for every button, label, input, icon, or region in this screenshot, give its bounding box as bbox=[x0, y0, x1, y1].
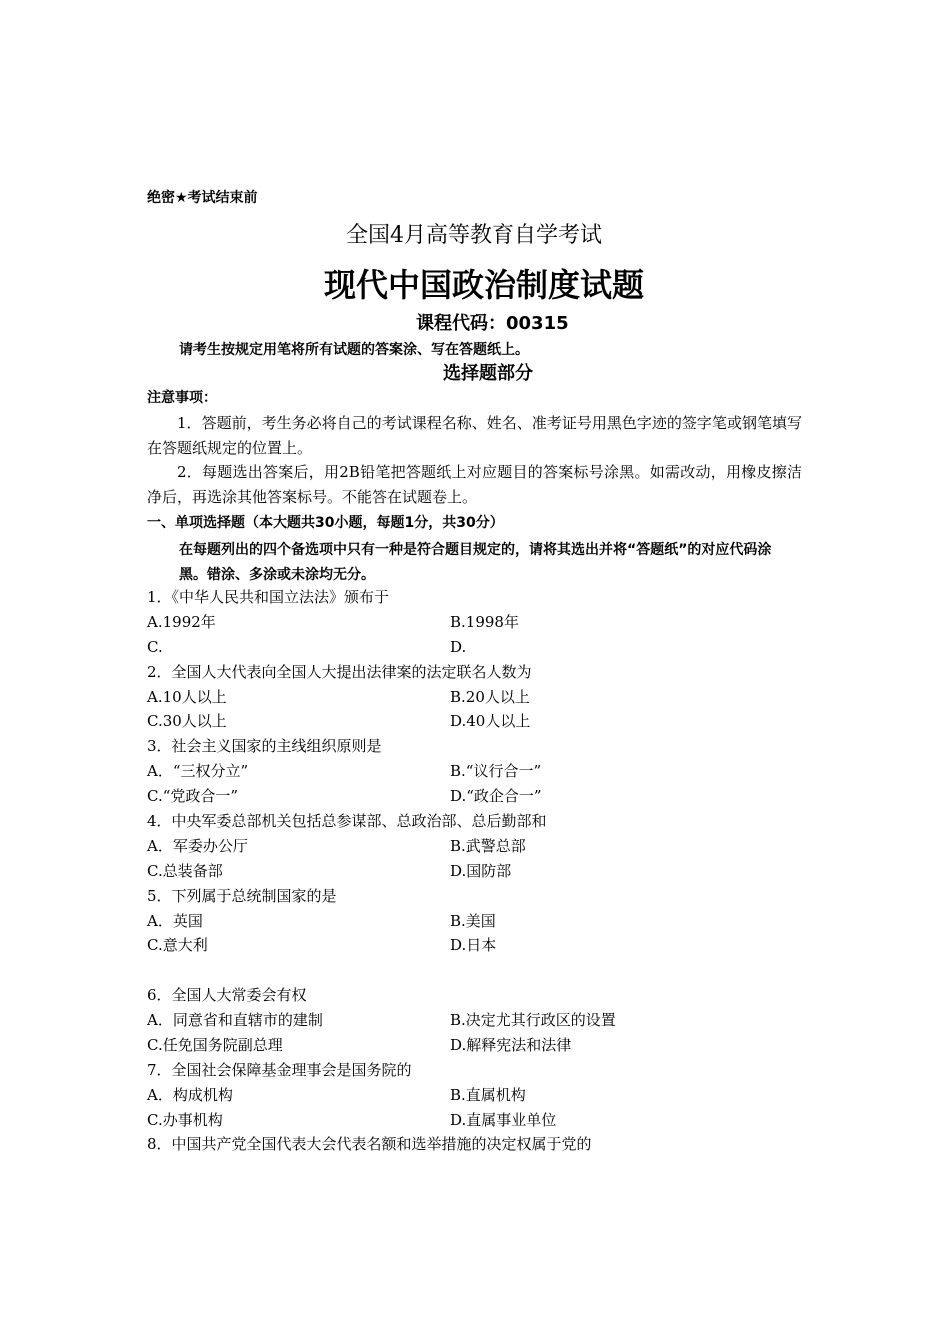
option-c: C.意大利 bbox=[147, 936, 208, 954]
option-b: B.20人以上 bbox=[450, 688, 530, 706]
question-stem: 5．下列属于总统制国家的是 bbox=[147, 887, 337, 905]
section-title: 选择题部分 bbox=[443, 363, 533, 384]
option-c: C.总装备部 bbox=[147, 862, 223, 880]
option-d: D.“政企合一” bbox=[450, 787, 542, 805]
option-b: B.武警总部 bbox=[450, 837, 526, 855]
option-b: B.“议行合一” bbox=[450, 762, 542, 780]
question-stem: 4．中央军委总部机关包括总参谋部、总政治部、总后勤部和 bbox=[147, 812, 547, 830]
part-heading: 一、单项选择题（本大题共30小题，每题1分，共30分） bbox=[147, 515, 504, 531]
option-d: D.直属事业单位 bbox=[450, 1111, 557, 1129]
option-d: D.解释宪法和法律 bbox=[450, 1036, 572, 1054]
question-stem: 6．全国人大常委会有权 bbox=[147, 986, 307, 1004]
subject-title: 现代中国政治制度试题 bbox=[324, 266, 645, 304]
option-c: C.任免国务院副总理 bbox=[147, 1036, 283, 1054]
question-stem: 2．全国人大代表向全国人大提出法律案的法定联名人数为 bbox=[147, 663, 532, 681]
note-item: 1．答题前，考生务必将自己的考试课程名称、姓名、准考证号用黑色字迹的签字笔或钢笔填写在答题纸规定的位置上。 bbox=[147, 414, 802, 457]
option-d: D.40人以上 bbox=[450, 712, 531, 730]
part-instruction: 在每题列出的四个备选项中只有一种是符合题目规定的，请将其选出并将“答题纸”的对应代码涂黑。错涂、多涂或未涂均无分。 bbox=[179, 542, 772, 583]
option-a: A．军委办公厅 bbox=[147, 837, 248, 855]
option-b: B.美国 bbox=[450, 912, 496, 930]
option-b: B.直属机构 bbox=[450, 1086, 526, 1104]
option-c: C. bbox=[147, 638, 163, 656]
notes-heading: 注意事项： bbox=[147, 390, 217, 406]
option-a: A．英国 bbox=[147, 912, 203, 930]
option-c: C.30人以上 bbox=[147, 712, 227, 730]
question-stem: 1．《中华人民共和国立法法》颁布于 bbox=[147, 588, 390, 606]
option-a: A．同意省和直辖市的建制 bbox=[147, 1011, 323, 1029]
option-a: A．“三权分立” bbox=[147, 762, 249, 780]
answer-instruction: 请考生按规定用笔将所有试题的答案涂、写在答题纸上。 bbox=[179, 342, 529, 358]
option-d: D.日本 bbox=[450, 936, 497, 954]
option-a: A.10人以上 bbox=[147, 688, 227, 706]
question-stem: 8．中国共产党全国代表大会代表名额和选举措施的决定权属于党的 bbox=[147, 1135, 592, 1153]
question-stem: 7．全国社会保障基金理事会是国务院的 bbox=[147, 1061, 412, 1079]
option-b: B.1998年 bbox=[450, 613, 519, 631]
course-code: 课程代码：00315 bbox=[416, 313, 569, 334]
option-d: D. bbox=[450, 638, 467, 656]
option-c: C.“党政合一” bbox=[147, 787, 239, 805]
question-stem: 3．社会主义国家的主线组织原则是 bbox=[147, 737, 382, 755]
confidential-mark: 绝密★考试结束前 bbox=[147, 190, 258, 206]
option-a: A．构成机构 bbox=[147, 1086, 233, 1104]
option-d: D.国防部 bbox=[450, 862, 512, 880]
note-item: 2．每题选出答案后，用2B铅笔把答题纸上对应题目的答案标号涂黑。如需改动，用橡皮擦洁净后，再选涂其他答案标号。不能答在试题卷上。 bbox=[147, 463, 802, 506]
option-a: A.1992年 bbox=[147, 613, 216, 631]
option-b: B.决定尤其行政区的设置 bbox=[450, 1011, 616, 1029]
exam-title: 全国4月高等教育自学考试 bbox=[346, 223, 602, 248]
option-c: C.办事机构 bbox=[147, 1111, 223, 1129]
